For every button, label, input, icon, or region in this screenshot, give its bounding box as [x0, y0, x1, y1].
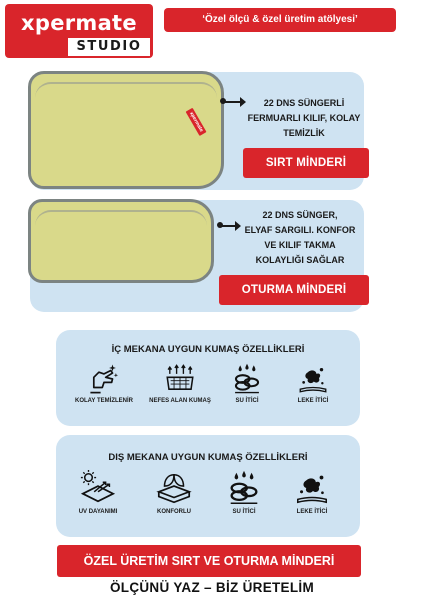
description-line: ELYAF SARGILI. KONFOR	[244, 225, 356, 235]
uv-resistance-icon	[79, 469, 117, 507]
indoor-features-title: İÇ MEKANA UYGUN KUMAŞ ÖZELLİKLERİ	[111, 344, 305, 355]
back-cushion-description	[246, 96, 362, 141]
pointer-arrow	[222, 101, 244, 103]
feature-water-repellent	[212, 362, 282, 404]
description-line: 22 DNS SÜNGER,	[262, 210, 338, 220]
feature-label: LEKE İTİCİ	[296, 509, 328, 515]
stain-repellent-icon	[293, 469, 331, 507]
tagline-banner: ‘Özel ölçü & özel üretim atölyesi’	[164, 8, 396, 32]
description-line: FERMUARLI KILIF, KOLAY	[247, 113, 361, 123]
stain-repellent-icon	[296, 362, 330, 396]
pointer-arrow	[219, 225, 239, 227]
description-line: TEMİZLİK	[283, 128, 325, 138]
water-repellent-icon	[225, 469, 263, 507]
feature-label: UV DAYANIMI	[78, 509, 118, 515]
description-line: 22 DNS SÜNGERLİ	[263, 98, 345, 108]
water-repellent-icon	[230, 362, 264, 396]
hand-wash-icon	[87, 362, 121, 396]
description-line: KOLAYLIĞI SAĞLAR	[255, 255, 345, 265]
back-cushion-button[interactable]: SIRT MİNDERİ	[243, 148, 369, 178]
logo-brand-text: xpermate	[21, 11, 137, 35]
feature-label: NEFES ALAN KUMAŞ	[149, 398, 211, 404]
seat-cushion-description	[244, 208, 356, 268]
feature-label: LEKE İTİCİ	[297, 398, 329, 404]
feature-water-repellent	[209, 469, 279, 515]
feature-easy-clean	[69, 362, 139, 404]
breathable-fabric-icon	[163, 362, 197, 396]
outdoor-features-panel	[56, 435, 360, 537]
custom-production-banner: ÖZEL ÜRETİM SIRT VE OTURMA MİNDERİ	[57, 545, 361, 577]
feature-label: KONFORLU	[157, 509, 191, 515]
outdoor-features-title: DIŞ MEKANA UYGUN KUMAŞ ÖZELLİKLERİ	[108, 452, 308, 463]
indoor-features-panel	[56, 330, 360, 426]
feature-label: KOLAY TEMİZLENİR	[74, 398, 133, 404]
seat-cushion-button[interactable]: OTURMA MİNDERİ	[219, 275, 369, 305]
feature-stain-repellent	[277, 469, 347, 515]
feature-label: SU İTİCİ	[232, 509, 256, 515]
feature-uv-resistance	[63, 469, 133, 515]
feature-stain-repellent	[278, 362, 348, 404]
back-cushion-image	[28, 71, 224, 189]
slogan-text: ÖLÇÜNÜ YAZ – BİZ ÜRETELİM	[109, 580, 314, 595]
description-line: VE KILIF TAKMA	[264, 240, 336, 250]
feature-label: SU İTİCİ	[235, 398, 259, 404]
feature-comfort	[139, 469, 209, 515]
comfort-icon	[155, 469, 193, 507]
feature-breathable	[145, 362, 215, 404]
seat-cushion-image	[28, 199, 214, 283]
brand-tag: xpermate	[186, 108, 207, 136]
brand-logo	[5, 4, 153, 58]
logo-studio-text: STUDIO	[68, 38, 150, 56]
